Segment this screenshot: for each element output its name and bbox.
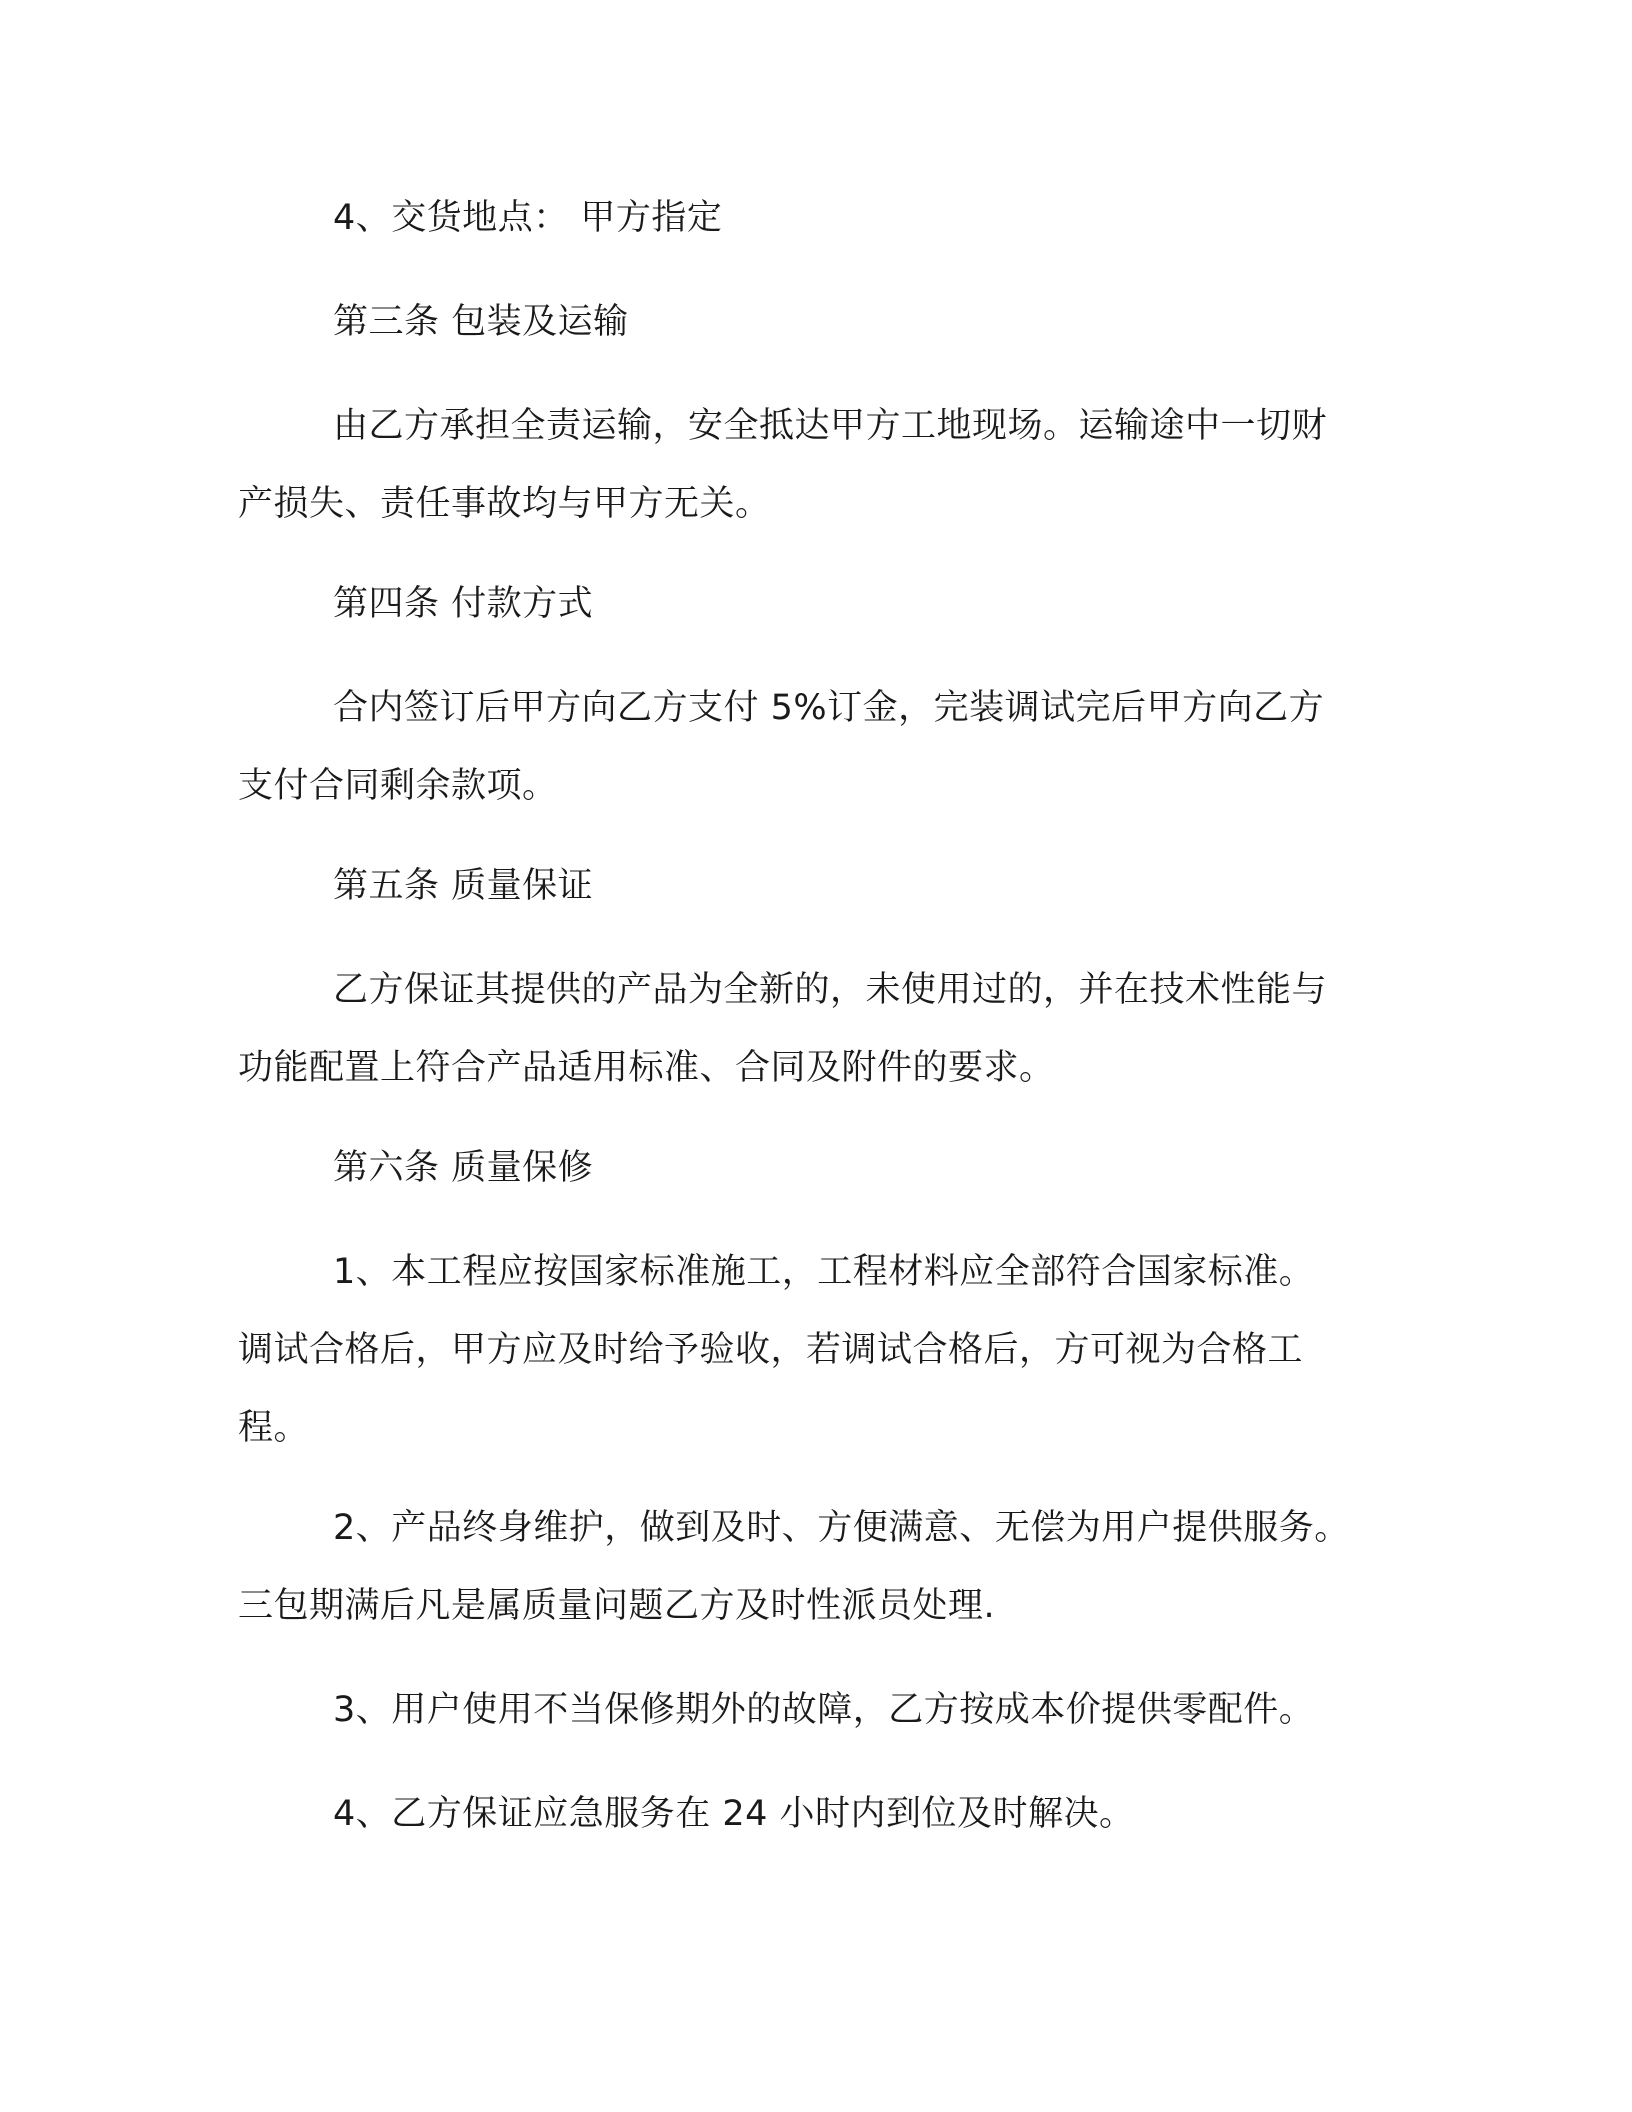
article-6-item-4: 4、乙方保证应急服务在 24 小时内到位及时解决。 — [333, 1794, 1135, 1834]
delivery-location-line: 4、交货地点： 甲方指定 — [333, 198, 723, 238]
article-6-item-1-line-2: 调试合格后，甲方应及时给予验收，若调试合格后，方可视为合格工 — [238, 1330, 1304, 1370]
article-4-heading: 第四条 付款方式 — [333, 584, 594, 624]
article-5-text-line-1: 乙方保证其提供的产品为全新的，未使用过的，并在技术性能与 — [333, 970, 1328, 1010]
article-6-item-3: 3、用户使用不当保修期外的故障，乙方按成本价提供零配件。 — [333, 1690, 1315, 1730]
article-5-text-line-2: 功能配置上符合产品适用标准、合同及附件的要求。 — [238, 1048, 1055, 1088]
article-4-text-line-2: 支付合同剩余款项。 — [238, 766, 558, 806]
article-3-text-line-1: 由乙方承担全责运输，安全抵达甲方工地现场。运输途中一切财 — [333, 406, 1328, 446]
article-6-item-1-line-3: 程。 — [238, 1408, 310, 1448]
article-3-text-line-2: 产损失、责任事故均与甲方无关。 — [238, 484, 771, 524]
article-6-heading: 第六条 质量保修 — [333, 1148, 594, 1188]
article-3-heading: 第三条 包装及运输 — [333, 302, 629, 342]
article-6-item-2-line-2: 三包期满后凡是属质量问题乙方及时性派员处理. — [238, 1586, 996, 1626]
article-4-text-line-1: 合内签订后甲方向乙方支付 5%订金，完装调试完后甲方向乙方 — [333, 688, 1325, 728]
article-6-item-1-line-1: 1、本工程应按国家标准施工，工程材料应全部符合国家标准。 — [333, 1252, 1315, 1292]
article-5-heading: 第五条 质量保证 — [333, 866, 594, 906]
article-6-item-2-line-1: 2、产品终身维护，做到及时、方便满意、无偿为用户提供服务。 — [333, 1508, 1350, 1548]
